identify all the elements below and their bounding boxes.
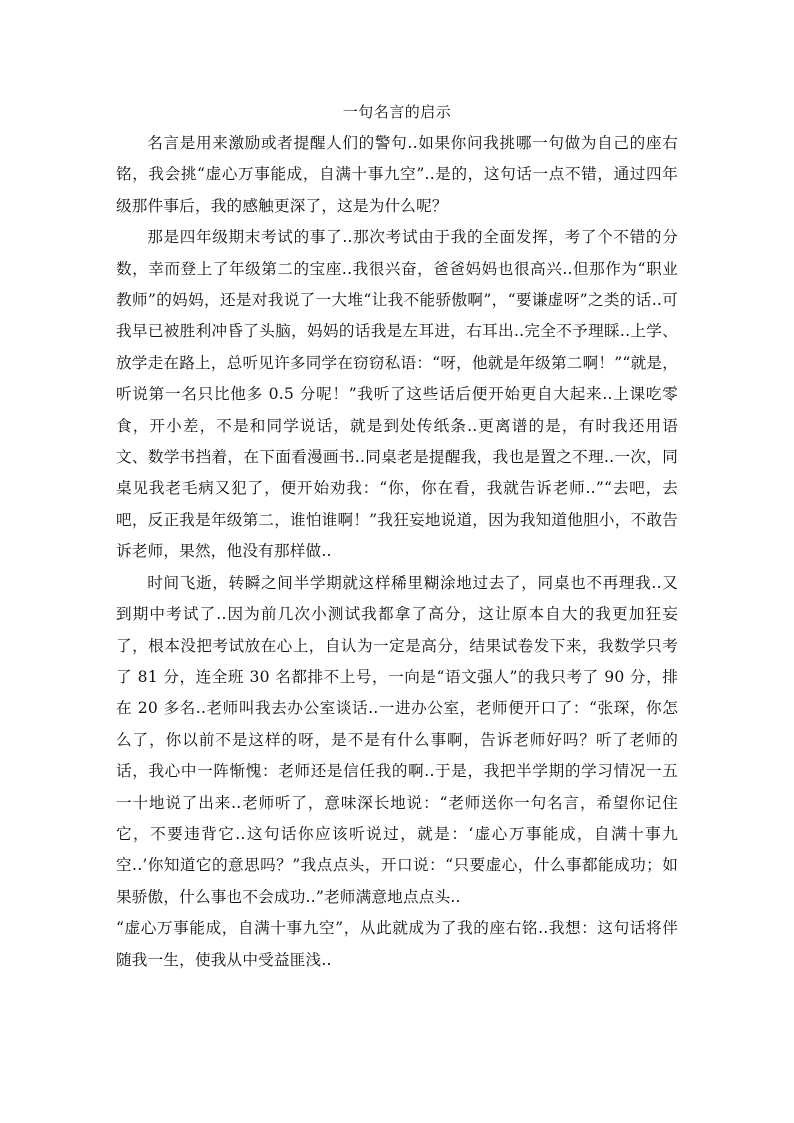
paragraph-conclusion: “虚心万事能成，自满十事九空”，从此就成为了我的座右铭..我想：这句话将伴随我一生，使我从中受益匪浅.. [116, 919, 678, 969]
document-title: 一句名言的启示 [342, 103, 452, 121]
paragraph-intro: 名言是用来激励或者提醒人们的警句..如果你问我挑哪一句做为自己的座右铭，我会挑“虚心万事能成，自满十事九空”..是的，这句话一点不错，通过四年级那件事后，我的感触更深了，这是为什么呢？ [116, 134, 678, 215]
document-body [116, 128, 678, 976]
paragraph-story-exam: 那是四年级期末考试的事了..那次考试由于我的全面发挥，考了个不错的分数，幸而登上了年级第二的宝座..我很兴奋，爸爸妈妈也很高兴..但那作为“职业教师”的妈妈，还是对我说了一大堆“让我不能骄傲啊”，“要谦虚呀”之类的话..可我早已被胜利冲昏了头脑，妈妈的话我是左耳进，右耳出..完全不予理睬..上学、放学走在路上，总听见许多同学在窃窃私语：“呀，他就是年级第二啊！”“就是，听说第一名只比他多 0.5 分呢！”我听了这些话后便开始更自大起来..上课吃零食，开小差，不是和同学说话，就是到处传纸条..更离谱的是，有时我还用语文、数学书挡着，在下面看漫画书..同桌老是提醒我，我也是置之不理..一次，同桌见我老毛病又犯了，便开始劝我：“你，你在看，我就告诉老师..”“去吧，去吧，反正我是年级第二，谁怕谁啊！”我狂妄地说道，因为我知道他胆小，不敢告诉老师，果然，他没有那样做.. [116, 228, 678, 561]
paragraph-story-teacher: 时间飞逝，转瞬之间半学期就这样稀里糊涂地过去了，同桌也不再理我..又到期中考试了..因为前几次小测试我都拿了高分，这让原本自大的我更加狂妄了，根本没把考试放在心上，自认为一定是高分，结果试卷发下来，我数学只考了 81 分，连全班 30 名都排不上号，一向是“语文强人”的我只考了 90 分，排在 20 多名..老师叫我去办公室谈话..一进办公室，老师便开口了：“张琛，你怎么了，你以前不是这样的呀，是不是有什么事啊，告诉老师好吗？听了老师的话，我心中一阵惭愧：老师还是信任我的啊..于是，我把半学期的学习情况一五一十地说了出来..老师听了，意味深长地说：“老师送你一句名言，希望你记住它，不要违背它..这句话你应该听说过，就是：‘虚心万事能成，自满十事九空..’你知道它的意思吗？”我点点头，开口说：“只要虚心，什么事都能成功；如果骄傲，什么事也不会成功..”老师满意地点点头.. [116, 573, 678, 906]
